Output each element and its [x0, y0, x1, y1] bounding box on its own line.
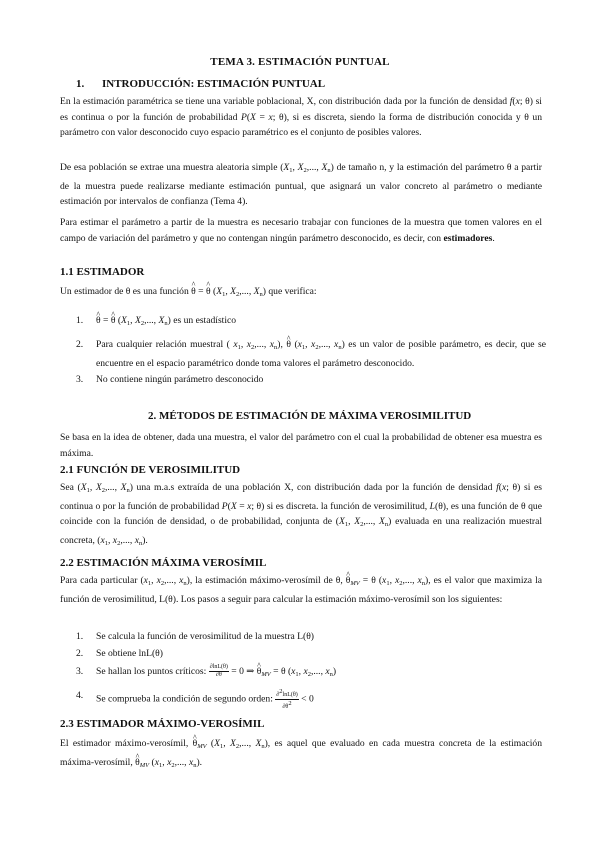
section-2-1-heading: 2.1 FUNCIÓN DE VEROSIMILITUD	[60, 464, 241, 476]
estimator-property-3: 3. No contiene ningún parámetro desconocido	[76, 374, 264, 385]
section-1-number: 1.	[76, 78, 85, 90]
mle-step-3: 3. Se hallan los puntos críticos: $\frac{\partial\ln L(\theta)}{\partial\theta}$ = 0 ⇒ ^ $\theta_{MV} = \theta$ ($x_1$, $x_2$,..., $x_n$)	[76, 664, 542, 686]
section-1-paragraph-2: De esa población se extrae una muestra aleatoria simple ($X_1$, $X_2$,..., $X_n$) de tamaño n, y la estimación del parámetro θ a partir de la muestra puede realizarse mediante estimación puntual, que asignará un valor concreto al parámetro o mediante estimación por intervalos de confianza (Tema 4).	[60, 162, 542, 207]
mle-step-1: 1. Se calcula la función de verosimilitud de la muestra L(θ)	[76, 631, 314, 642]
section-2-paragraph-1: Se basa en la idea de obtener, dada una muestra, el valor del parámetro con el cual la probabilidad de obtener esa muestra es máxima.	[60, 432, 542, 459]
section-2-2-heading: 2.2 ESTIMACIÓN MÁXIMA VEROSÍMIL	[60, 557, 267, 569]
section-2-3-paragraph: El estimador máximo-verosímil, ^ $\theta_{MV}$ ($X_1$, $X_2$,..., $X_n$), es aquel que evaluado en cada muestra concreta de la estimación máxima-verosímil, ^ $\theta_{MV}$ ($x_1$, $x_2$,..., $x_n$).	[60, 736, 542, 773]
mle-step-2: 2. Se obtiene lnL(θ)	[76, 648, 163, 659]
section-2-1-paragraph: Sea ($X_1$, $X_2$,..., $X_n$) una m.a.s extraída de una población X, con distribución dada por la función de densidad f(x; θ) si es continua o por la función de probabilidad P(X = x; θ) si es discreta. la función de verosimilitud, L(θ), es una función de θ que coincide con la función de densidad, o de probabilidad, conjunta de ($X_1$, $X_2$,..., $X_n$) evaluada en una realización muestral concreta, ($x_1$, $x_2$,..., $x_n$).	[60, 482, 543, 547]
section-2-3-heading: 2.3 ESTIMADOR MÁXIMO-VEROSÍMIL	[60, 718, 265, 730]
document-title: TEMA 3. ESTIMACIÓN PUNTUAL	[210, 56, 390, 68]
section-2-2-paragraph: Para cada particular ($x_1$, $x_2$,..., $x_n$), la estimación máximo-verosímil de θ, ^ $\theta_{MV} = \theta$ ($x_1$, $x_2$,..., $x_n$), es el valor que maximiza la función de verosimilitud, L(θ). Los pasos a seguir para calcular la estimación máximo-verosímil son los siguientes:	[60, 573, 542, 607]
derivative-fraction: $\frac{\partial\ln L(\theta)}{\partial\theta}$	[209, 664, 228, 679]
section-1-paragraph-3: Para estimar el parámetro a partir de la muestra es necesario trabajar con funciones de la muestra que tomen valores en el campo de variación del parámetro y que no contengan ningún parámetro desconocido, es decir, con estimadores.	[60, 217, 542, 244]
section-1-heading	[76, 78, 325, 90]
estimator-property-2: 2. Para cualquier relación muestral ( $x_1$, $x_2$,..., $x_n$), ^ θ ($x_1$, $x_2$,..., $x_n$) es un valor de posible parámetro, es decir, que se encuentre en el espacio paramétrico donde toma valores el parámetro desconocido.	[76, 337, 542, 371]
section-2-heading: 2. MÉTODOS DE ESTIMACIÓN DE MÁXIMA VEROSIMILITUD	[148, 410, 472, 422]
section-1-paragraph-1: En la estimación paramétrica se tiene una variable poblacional, X, con distribución dada por la función de densidad f(x; θ) si es continua o por la función de probabilidad P(X = x; θ), si es discreta, siendo la forma de distribución conocida y θ un parámetro con valor desconocido cuyo espacio paramétrico es el conjunto de posibles valores.	[60, 96, 542, 138]
section-1-title: INTRODUCCIÓN: ESTIMACIÓN PUNTUAL	[102, 78, 326, 90]
estimator-definition: Un estimador de θ es una función ^ θ = ^ θ ($X_1$, $X_2$,..., $X_n$) que verifica:	[60, 286, 317, 298]
estimator-property-1: 1. ^ θ = ^ θ ($X_1$, $X_2$,..., $X_n$) es un estadístico	[76, 313, 542, 329]
mle-step-4: 4. Se comprueba la condición de segundo orden: $\frac{\partial^2\ln L(\theta)}{\partial\theta^2}$ < 0	[76, 688, 314, 710]
section-1-1-heading: 1.1 ESTIMADOR	[60, 266, 145, 278]
second-derivative-fraction: $\frac{\partial^2\ln L(\theta)}{\partial\theta^2}$	[276, 688, 298, 710]
